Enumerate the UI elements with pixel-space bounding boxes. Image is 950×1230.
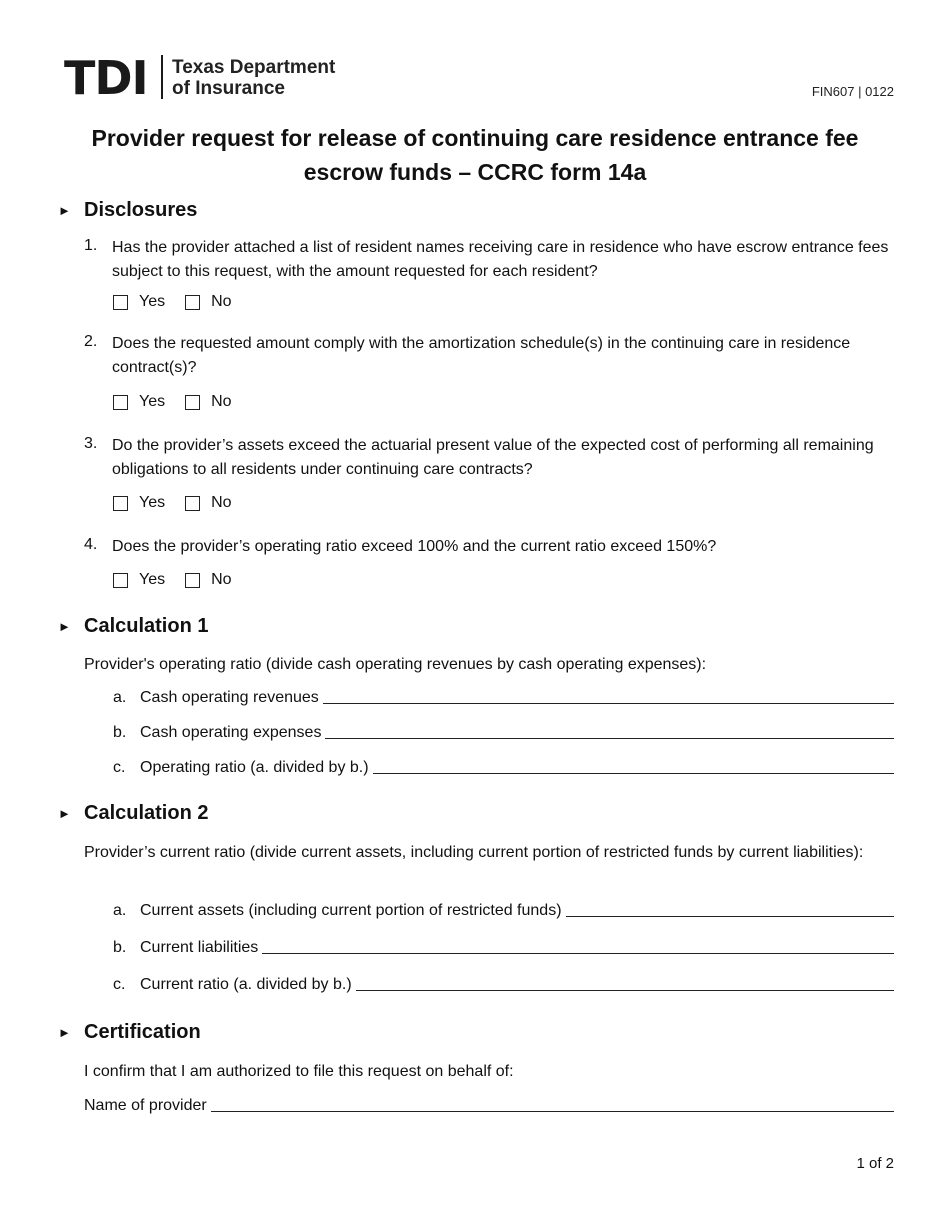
right-triangle-icon: ► [58,806,71,821]
question-number: 2. [84,333,98,350]
section-disclosures [58,199,197,222]
item-label: Cash operating expenses [140,724,322,741]
yes-label: Yes [139,494,166,511]
calc2-item-c [113,976,894,994]
certification-statement: I confirm that I am authorized to file this request on behalf of: [84,1063,514,1080]
yes-label: Yes [139,393,166,410]
right-triangle-icon: ► [58,203,71,218]
yes-checkbox[interactable] [113,573,128,588]
right-triangle-icon: ► [58,619,71,634]
section-calculation-1 [58,615,208,638]
item-letter: a. [113,689,127,706]
section-heading: Certification [84,1021,201,1043]
provider-name-row [84,1097,894,1115]
form-number: FIN607 | 0122 [811,84,894,99]
no-label: No [211,571,232,588]
question-1-options [113,293,252,311]
question-number: 1. [84,237,98,254]
cash-operating-expenses-field[interactable] [325,737,894,739]
calc2-item-a [113,902,894,920]
item-label: Current ratio (a. divided by b.) [140,976,352,993]
calc2-item-b [113,939,894,957]
yes-label: Yes [139,571,166,588]
current-liabilities-field[interactable] [262,952,894,954]
no-label: No [211,293,232,310]
no-label: No [211,494,232,511]
yes-checkbox[interactable] [113,395,128,410]
no-label: No [211,393,232,410]
calc1-item-b [113,724,894,742]
calc1-item-c [113,759,894,777]
question-text: Has the provider attached a list of resident names receiving care in residence who have escrow entrance fees subject to this request, with the amount requested for each resident? [112,239,889,280]
yes-checkbox[interactable] [113,295,128,310]
item-letter: a. [113,902,127,919]
cash-operating-revenues-field[interactable] [323,702,894,704]
calc1-intro: Provider's operating ratio (divide cash operating revenues by cash operating expenses): [84,656,707,673]
calc1-item-a [113,689,894,707]
section-calculation-2 [58,802,208,825]
current-ratio-field[interactable] [356,989,894,991]
section-heading: Calculation 2 [84,802,209,824]
no-checkbox[interactable] [185,395,200,410]
agency-name-line2: of Insurance [172,78,285,99]
provider-name-label: Name of provider [84,1097,207,1114]
question-number: 3. [84,435,98,452]
item-label: Operating ratio (a. divided by b.) [140,759,369,776]
logo-divider [161,55,163,99]
question-3-options [113,494,252,512]
question-4-options [113,571,252,589]
section-heading: Disclosures [84,199,198,221]
yes-checkbox[interactable] [113,496,128,511]
agency-name [172,57,335,99]
item-letter: c. [113,976,126,993]
question-text: Do the provider’s assets exceed the actuarial present value of the expected cost of performing all remaining obligations to all residents under continuing care contracts? [112,437,874,478]
item-letter: c. [113,759,126,776]
section-heading: Calculation 1 [84,615,209,637]
item-label: Cash operating revenues [140,689,319,706]
current-assets-field[interactable] [566,915,894,917]
question-text: Does the provider’s operating ratio exceed 100% and the current ratio exceed 150%? [112,538,717,555]
page-number: 1 of 2 [856,1155,894,1172]
title-line1: Provider request for release of continuing care residence entrance fee [91,125,859,151]
yes-label: Yes [139,293,166,310]
calc2-intro: Provider’s current ratio (divide current assets, including current portion of restricted funds by current liabilities): [84,844,864,861]
operating-ratio-field[interactable] [373,772,894,774]
agency-name-line1: Texas Department [172,57,336,78]
section-certification [58,1021,201,1044]
item-letter: b. [113,939,127,956]
page-title [40,121,910,189]
right-triangle-icon: ► [58,1025,71,1040]
title-line2: escrow funds – CCRC form 14a [303,159,647,185]
question-text: Does the requested amount comply with the amortization schedule(s) in the continuing care in residence contract(s)? [112,335,851,376]
no-checkbox[interactable] [185,295,200,310]
question-2-options [113,393,252,411]
item-label: Current assets (including current portion of restricted funds) [140,902,562,919]
provider-name-field[interactable] [211,1110,894,1112]
no-checkbox[interactable] [185,496,200,511]
item-letter: b. [113,724,127,741]
no-checkbox[interactable] [185,573,200,588]
item-label: Current liabilities [140,939,259,956]
tdi-logo: TDI [64,51,148,105]
question-number: 4. [84,536,98,553]
